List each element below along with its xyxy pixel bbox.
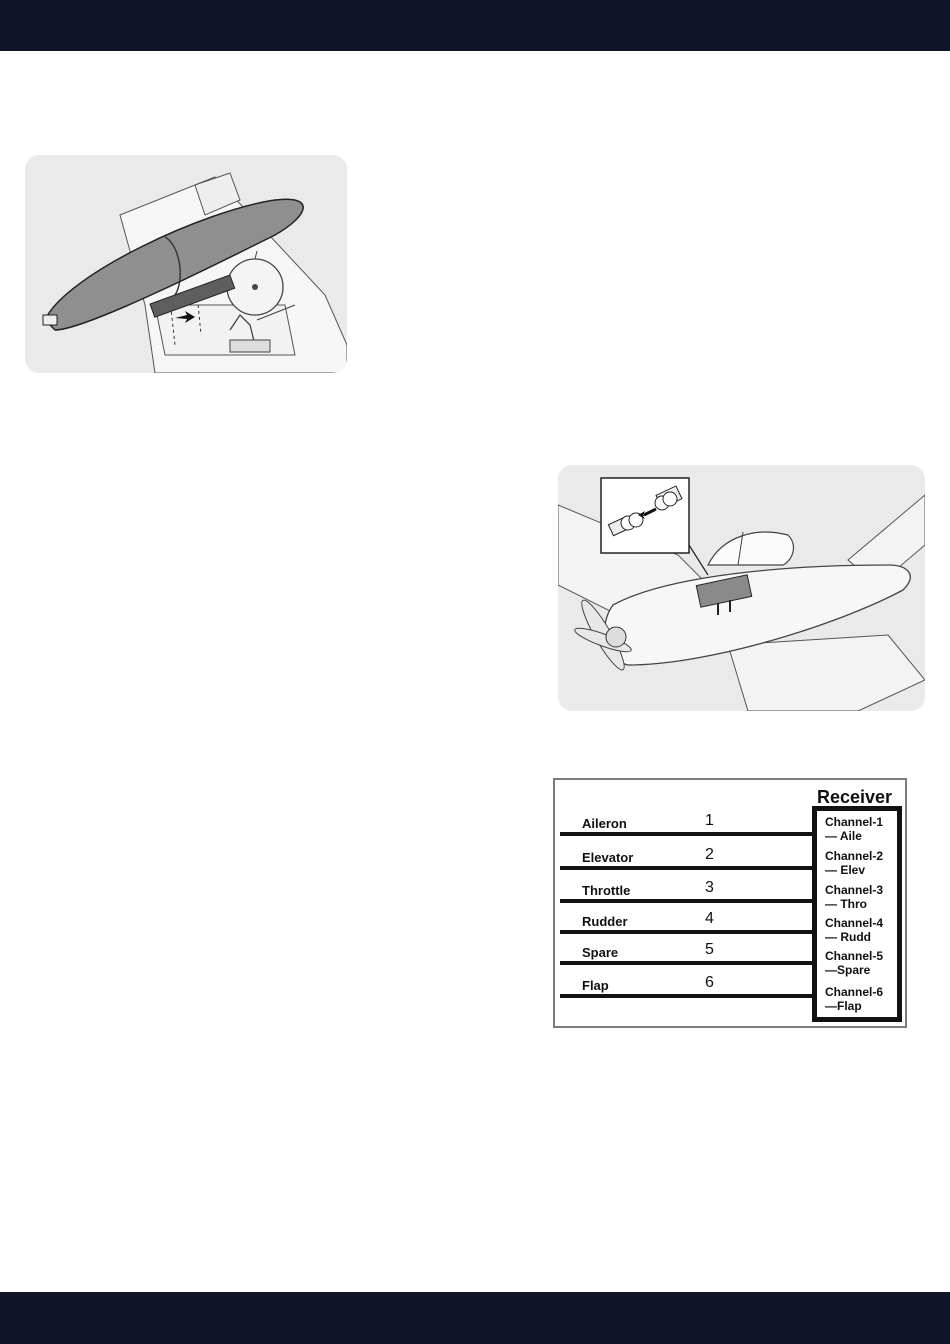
connection-line (560, 961, 813, 965)
channel-abbr: — Aile (825, 829, 862, 843)
connection-line (560, 832, 813, 836)
function-label: Rudder (582, 914, 628, 929)
channel-row-throttle (555, 875, 817, 909)
connection-line (560, 930, 813, 934)
channel-abbr: — Elev (825, 863, 866, 877)
channel-row-aileron (555, 808, 817, 842)
channel-row-elevator (555, 842, 817, 876)
channel-abbr: —Spare (825, 963, 871, 977)
channel-abbr: —Flap (825, 999, 862, 1013)
channel-row-flap (555, 970, 817, 1004)
channel-number: 1 (705, 812, 714, 829)
header-band (0, 0, 950, 51)
channel-row-rudder (555, 906, 817, 940)
function-label: Flap (582, 978, 609, 993)
function-label: Throttle (582, 883, 631, 898)
channel-row-spare (555, 937, 817, 971)
receiver-title: Receiver (817, 787, 893, 807)
battery-connection-illustration (558, 465, 925, 711)
channel-number: 3 (705, 879, 714, 896)
canopy-install-illustration (25, 155, 347, 373)
canopy-assembly-illustration (25, 155, 347, 373)
channel-number: 2 (705, 846, 714, 863)
receiver-channel-4 (825, 916, 883, 944)
channel-number: 4 (705, 910, 714, 927)
channel-name: Channel-5 (825, 949, 884, 963)
receiver-channel-3 (825, 883, 883, 911)
function-label: Spare (582, 945, 619, 960)
channel-number: 5 (705, 941, 714, 958)
connection-line (560, 994, 813, 998)
channel-name: Channel-4 (825, 916, 884, 930)
receiver-channel-1 (825, 815, 883, 843)
channel-name: Channel-2 (825, 849, 884, 863)
battery-install-illustration (558, 465, 925, 711)
footer-band (0, 1292, 950, 1344)
function-label: Elevator (582, 850, 634, 865)
function-label: Aileron (582, 816, 627, 831)
channel-name: Channel-6 (825, 985, 884, 999)
channel-number: 6 (705, 974, 714, 991)
connection-line (560, 899, 813, 903)
channel-abbr: — Thro (825, 897, 867, 911)
receiver-channel-2 (825, 849, 883, 877)
channel-name: Channel-1 (825, 815, 884, 829)
channel-name: Channel-3 (825, 883, 884, 897)
receiver-channel-5 (825, 949, 883, 977)
channel-abbr: — Rudd (825, 930, 871, 944)
receiver-channel-diagram (553, 778, 907, 1028)
receiver-channel-6 (825, 985, 883, 1013)
connection-line (560, 866, 813, 870)
